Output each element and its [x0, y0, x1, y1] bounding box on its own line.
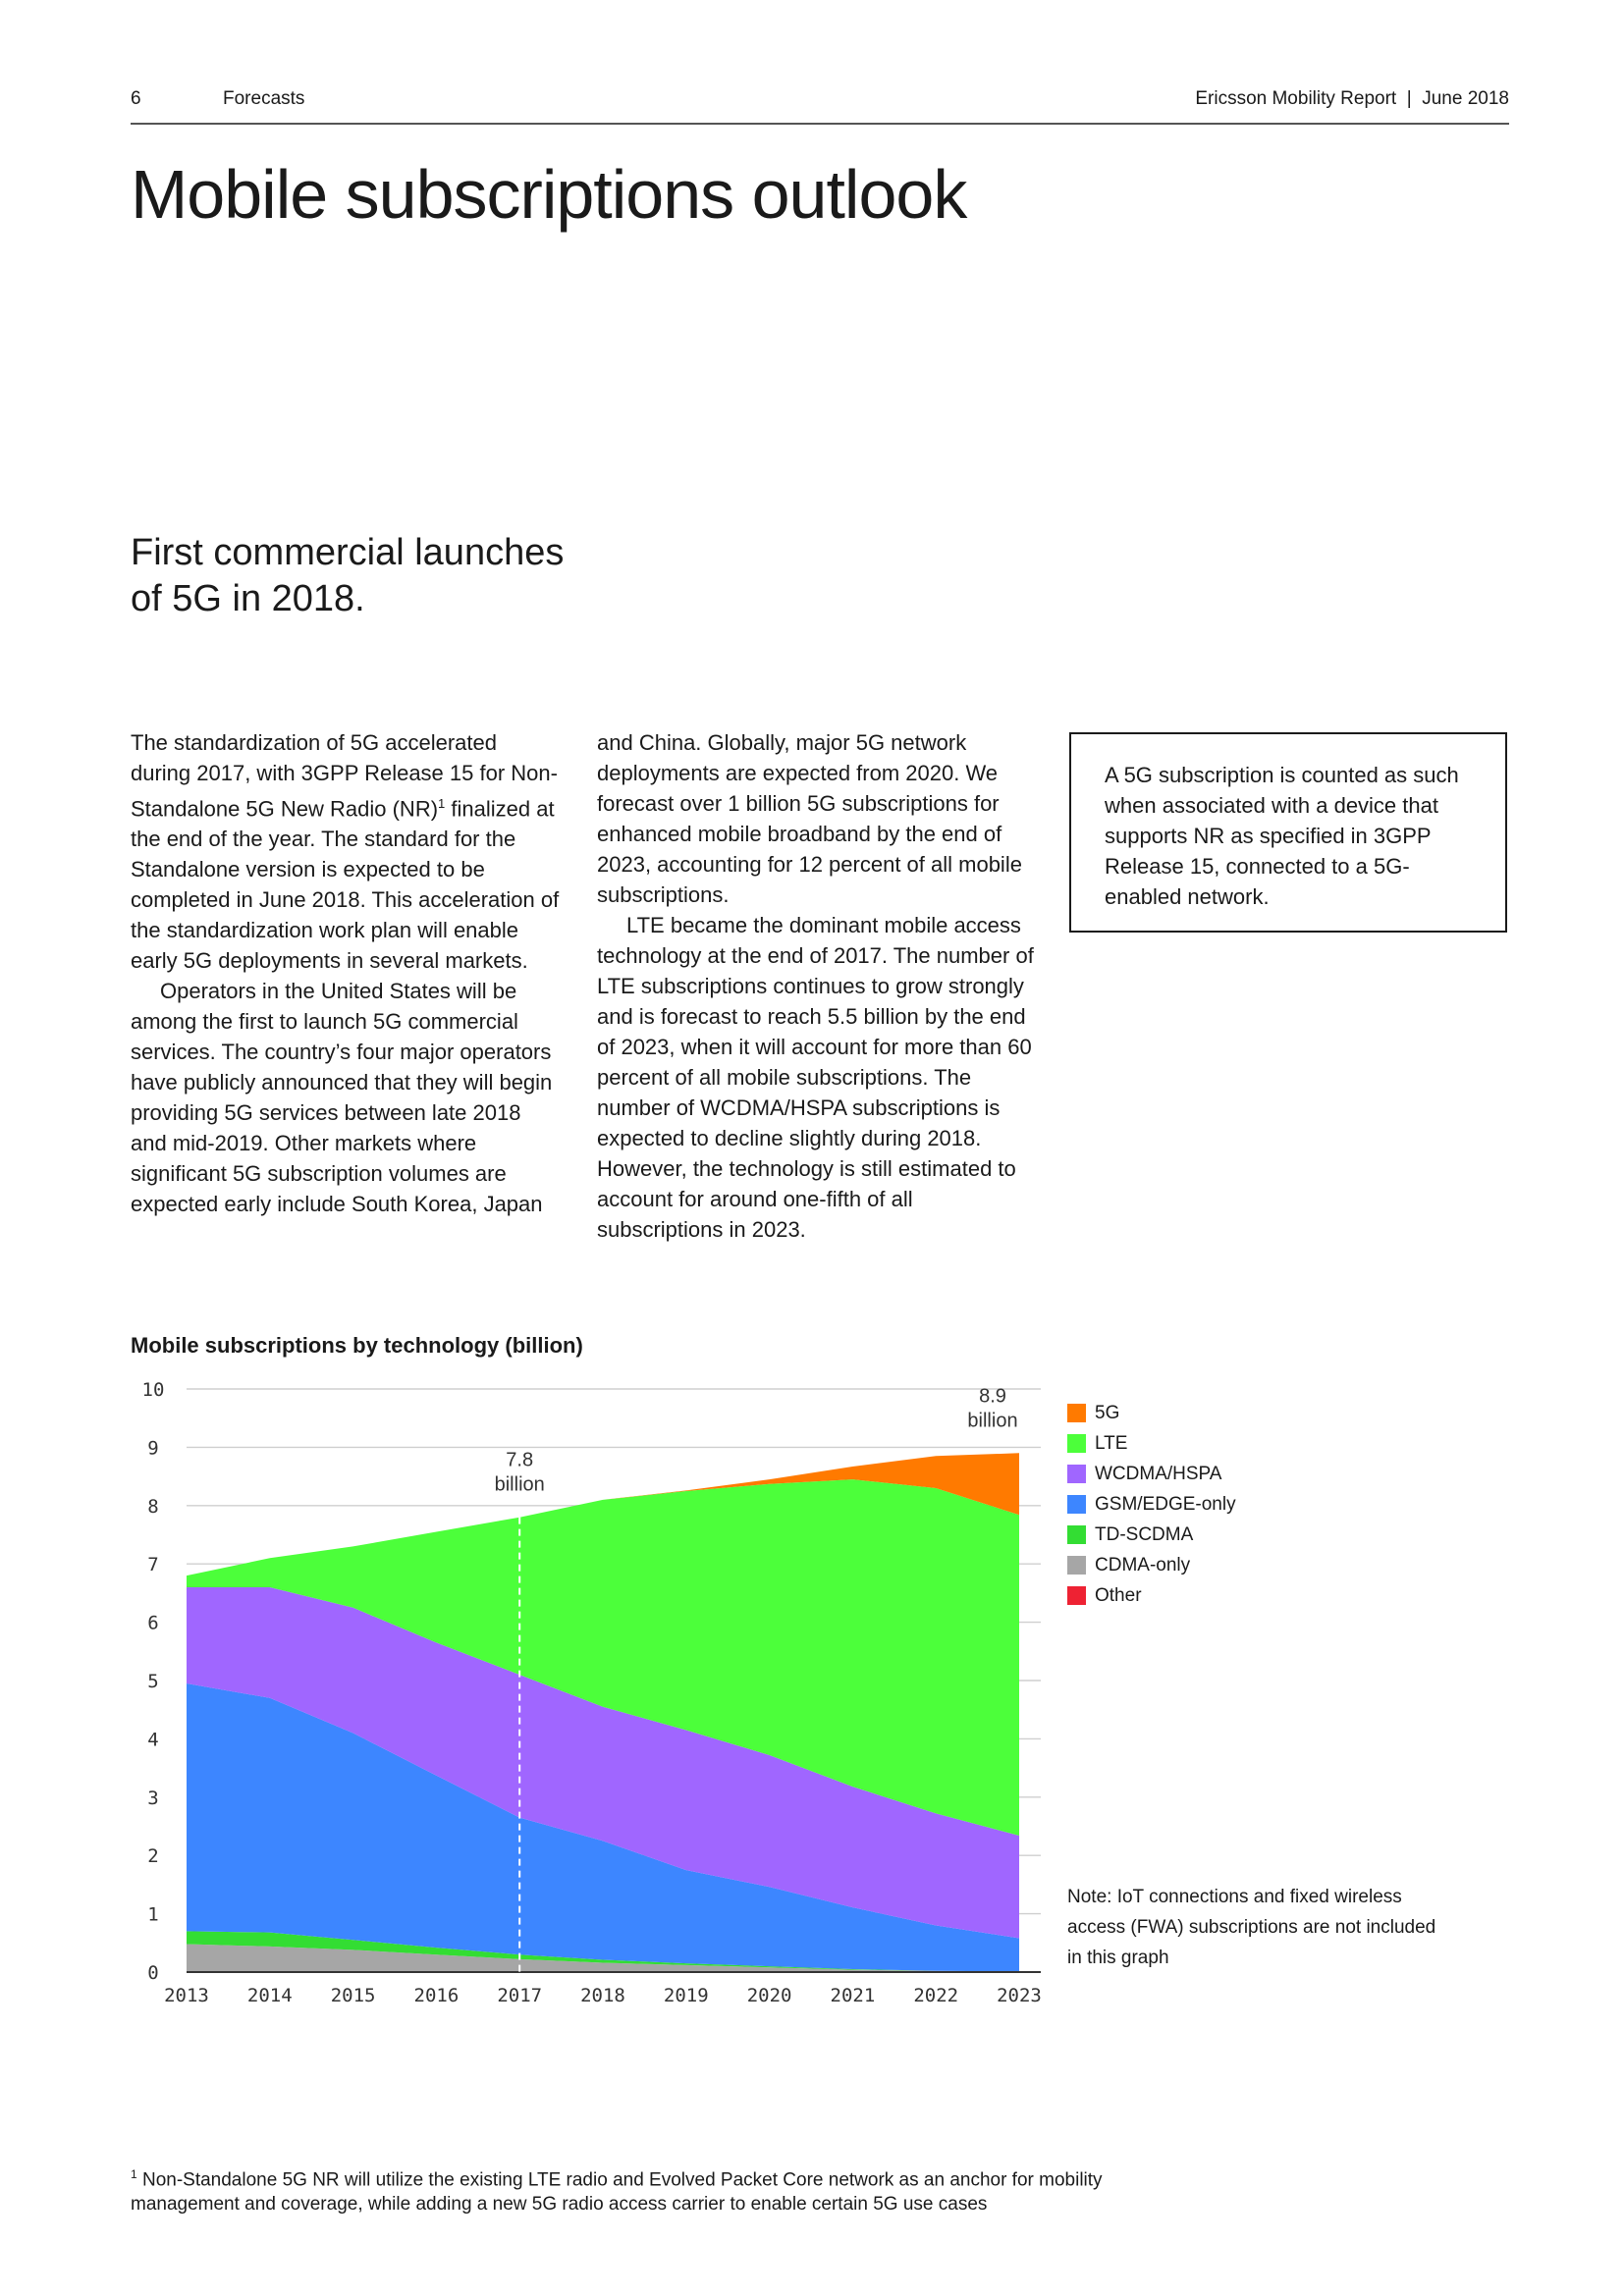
body-paragraph: LTE became the dominant mobile access technology at the end of 2017. The number of LTE subscriptions continues to grow strongly and is forecast to reach 5.5 billion by the end of 2023, when it will account for more than 60 percent of all mobile subscriptions. The number of WCDMA/HSPA subscriptions is expected to decline slightly during 2018. However, the technology is still estimated to account for around one-fifth of all subscriptions in 2023.	[597, 913, 1034, 1242]
definition-callout: A 5G subscription is counted as such when associated with a device that supports NR as specified in 3GPP Release 15, connected to a 5G-enabled network.	[1069, 732, 1507, 933]
body-text: The standardization of 5G accelerated during 2017, with 3GPP Release 15 for Non-Standalone 5G New Radio (NR)	[131, 730, 558, 822]
legend-label: GSM/EDGE-only	[1095, 1493, 1236, 1515]
body-paragraph	[131, 727, 563, 976]
y-tick-label: 2	[147, 1845, 159, 1868]
subtitle-line-1: First commercial launches	[131, 532, 565, 573]
legend-swatch	[1067, 1434, 1086, 1453]
section-subtitle	[131, 530, 564, 622]
body-column-1	[131, 727, 563, 1219]
y-tick-label: 0	[147, 1962, 159, 1984]
legend-label: 5G	[1095, 1402, 1120, 1423]
legend-item-td-scdma	[1067, 1520, 1236, 1550]
x-tick-label: 2020	[746, 1985, 792, 2006]
y-tick-label: 10	[141, 1379, 165, 1401]
subtitle-line-2: of 5G in 2018.	[131, 578, 365, 619]
legend-item-cdma-only	[1067, 1550, 1236, 1580]
page-title: Mobile subscriptions outlook	[131, 156, 967, 233]
y-tick-label: 3	[147, 1787, 159, 1809]
x-tick-label: 2019	[663, 1985, 709, 2006]
legend-item-gsm-edge-only	[1067, 1489, 1236, 1520]
chart-note: Note: IoT connections and fixed wireless access (FWA) subscriptions are not included in this graph	[1067, 1887, 1436, 1968]
legend-swatch	[1067, 1495, 1086, 1514]
legend-item-lte	[1067, 1428, 1236, 1459]
y-tick-label: 7	[147, 1554, 159, 1576]
footnote	[131, 2163, 1112, 2216]
page-number: 6	[131, 88, 141, 109]
legend-item-wcdma-hspa	[1067, 1459, 1236, 1489]
y-tick-label: 5	[147, 1671, 159, 1692]
legend-label: Other	[1095, 1584, 1142, 1606]
annotation-value: 7.8	[506, 1449, 534, 1471]
annotation-unit: billion	[967, 1410, 1018, 1432]
subscriptions-area-chart	[118, 1369, 1060, 2017]
x-tick-label: 2015	[330, 1985, 376, 2006]
header-divider	[131, 123, 1509, 125]
annotation-value: 8.9	[979, 1385, 1006, 1408]
y-tick-label: 4	[147, 1729, 159, 1751]
y-tick-label: 9	[147, 1437, 159, 1460]
x-tick-label: 2013	[164, 1985, 209, 2006]
body-paragraph: Operators in the United States will be among the first to launch 5G commercial services. The country’s four major operators have publicly announced that they will begin providing 5G services between late 2018 and mid-2019. Other markets where significant 5G subscription volumes are expected early include South Korea, Japan	[131, 979, 553, 1217]
legend-label: WCDMA/HSPA	[1095, 1463, 1222, 1484]
body-text: finalized at the end of the year. The standard for the Standalone version is expected to be completed in June 2018. This acceleration of the standardization work plan will enable early 5G deployments in several markets.	[131, 796, 560, 974]
x-tick-label: 2021	[830, 1985, 876, 2006]
x-tick-label: 2014	[246, 1985, 293, 2006]
legend-label: CDMA-only	[1095, 1554, 1191, 1575]
x-tick-label: 2023	[997, 1985, 1042, 2006]
body-paragraph: and China. Globally, major 5G network deployments are expected from 2020. We forecast over 1 billion 5G subscriptions for enhanced mobile broadband by the end of 2023, accounting for 12 percent of all mobile subscriptions.	[597, 730, 1022, 907]
y-tick-label: 8	[147, 1495, 159, 1518]
footnote-text: Non-Standalone 5G NR will utilize the existing LTE radio and Evolved Packet Core network as an anchor for mobility management and coverage, while adding a new 5G radio access carrier to enable certain 5G use cases	[131, 2169, 1103, 2216]
footnote-mark: 1	[131, 2167, 137, 2181]
legend-swatch	[1067, 1586, 1086, 1605]
legend-swatch	[1067, 1404, 1086, 1422]
legend-swatch	[1067, 1465, 1086, 1483]
legend-label: TD-SCDMA	[1095, 1523, 1194, 1545]
annotation-unit: billion	[494, 1473, 545, 1496]
x-tick-label: 2016	[413, 1985, 460, 2006]
section-label: Forecasts	[223, 88, 305, 109]
chart-legend	[1067, 1398, 1236, 1611]
x-tick-label: 2017	[497, 1985, 543, 2006]
footnote-ref: 1	[438, 796, 446, 811]
x-tick-label: 2018	[580, 1985, 625, 2006]
chart-title: Mobile subscriptions by technology (billion)	[131, 1333, 583, 1358]
legend-item-5g	[1067, 1398, 1236, 1428]
legend-swatch	[1067, 1556, 1086, 1575]
y-tick-label: 1	[147, 1903, 159, 1926]
body-column-2	[597, 727, 1041, 1245]
legend-item-other	[1067, 1580, 1236, 1611]
chart-areas	[187, 1453, 1019, 1972]
x-tick-label: 2022	[913, 1985, 959, 2006]
publication-label: Ericsson Mobility Report | June 2018	[1195, 88, 1509, 109]
y-tick-label: 6	[147, 1612, 159, 1634]
legend-label: LTE	[1095, 1432, 1128, 1454]
legend-swatch	[1067, 1525, 1086, 1544]
